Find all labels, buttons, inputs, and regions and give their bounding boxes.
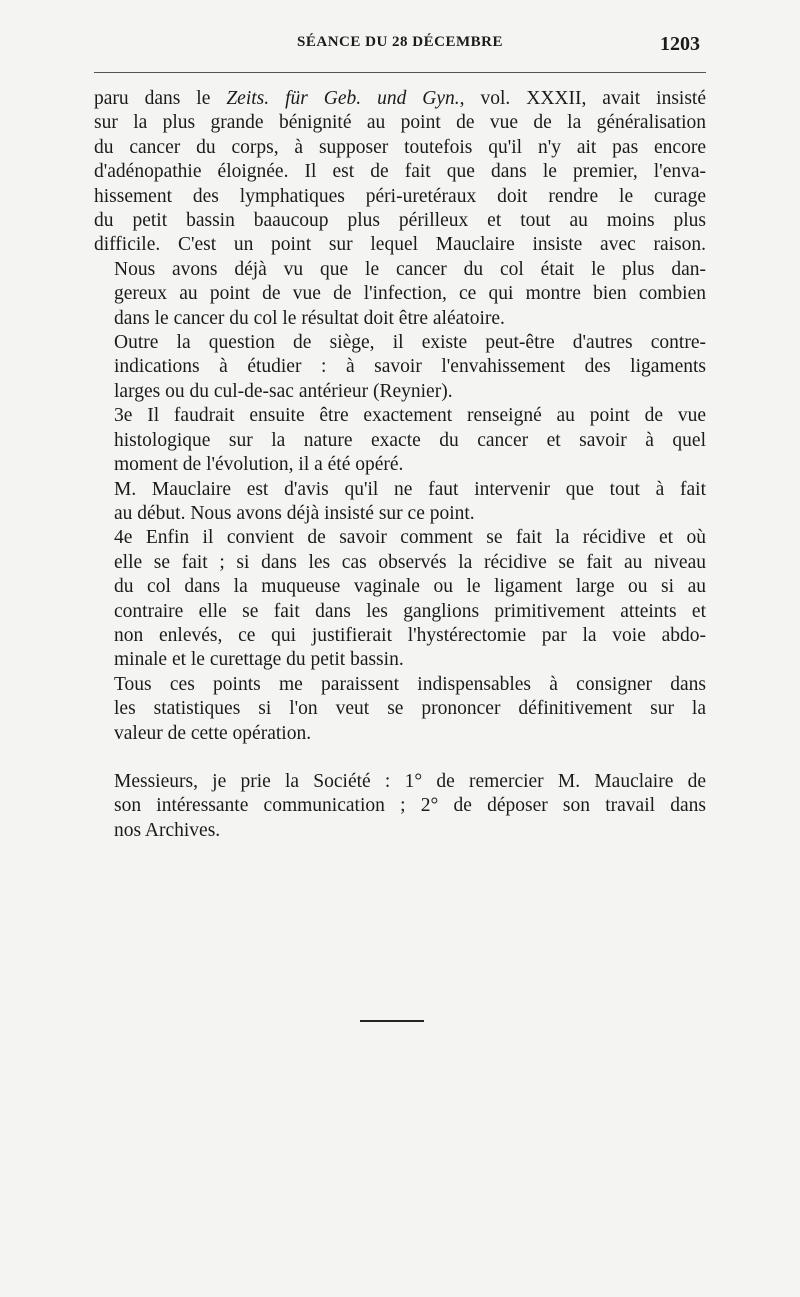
text-line: Messieurs, je prie la Société : 1° de remercier M. Mauclaire de — [114, 770, 706, 792]
text-line: Outre la question de siège, il existe peut-être d'autres contre- — [114, 332, 706, 354]
text-line: du petit bassin baaucoup plus périlleux et tout au moins plus — [94, 210, 706, 232]
text-line: non enlevés, ce qui justifierait l'hystérectomie par la voie abdo- — [114, 624, 706, 646]
paragraph-3 — [94, 331, 706, 404]
page-number: 1203 — [660, 33, 700, 55]
text-line: Tous ces points me paraissent indispensables à consigner dans — [114, 673, 706, 695]
text-line: son intéressante communication ; 2° de déposer son travail dans — [114, 795, 706, 817]
text-line: du col dans la muqueuse vaginale ou le ligament large ou si au — [114, 576, 706, 598]
text-line: moment de l'évolution, il a été opéré. — [114, 454, 404, 476]
text-line: gereux au point de vue de l'infection, ce qui montre bien combien — [114, 283, 706, 305]
text-line — [94, 87, 706, 111]
text-line: M. Mauclaire est d'avis qu'il ne faut intervenir que tout à fait — [114, 478, 706, 500]
paragraph-5 — [94, 478, 706, 527]
closing-rule — [360, 1020, 424, 1022]
text-line: nos Archives. — [114, 819, 221, 841]
body-text — [94, 87, 706, 843]
text-line: du cancer du corps, à supposer toutefois qu'il n'y ait pas encore — [94, 136, 706, 158]
paragraph-4 — [94, 404, 706, 477]
text-line: les statistiques si l'on veut se prononcer définitivement sur la — [114, 698, 706, 720]
paragraph-spacer — [94, 746, 706, 770]
text-run: , vol. XXXII, avait insisté — [459, 88, 706, 109]
text-line: d'adénopathie éloignée. Il est de fait que dans le premier, l'enva- — [94, 161, 706, 183]
text-run: paru dans le — [94, 88, 227, 109]
text-line: 3e Il faudrait ensuite être exactement renseigné au point de vue — [114, 405, 706, 427]
running-title: SÉANCE DU 28 DÉCEMBRE — [297, 34, 503, 50]
header-rule — [94, 72, 706, 73]
paragraph-1 — [94, 87, 706, 258]
running-head — [94, 34, 706, 60]
paragraph-2 — [94, 258, 706, 331]
text-line: valeur de cette opération. — [114, 722, 312, 744]
text-line: hissement des lymphatiques péri-uretéraux doit rendre le curage — [94, 185, 706, 207]
text-line: sur la plus grande bénignité au point de vue de la généralisation — [94, 112, 706, 134]
paragraph-7 — [94, 673, 706, 746]
text-line: 4e Enfin il convient de savoir comment se fait la récidive et où — [114, 527, 706, 549]
text-line: indications à étudier : à savoir l'envahissement des ligaments — [114, 356, 706, 378]
paragraph-6 — [94, 526, 706, 672]
text-line: difficile. C'est un point sur lequel Mauclaire insiste avec raison. — [94, 234, 706, 256]
paragraph-8 — [94, 770, 706, 843]
text-line: elle se fait ; si dans les cas observés la récidive se fait au niveau — [114, 551, 706, 573]
journal-title: Zeits. für Geb. und Gyn. — [226, 88, 460, 109]
text-line: Nous avons déjà vu que le cancer du col était le plus dan- — [114, 258, 706, 280]
text-line: histologique sur la nature exacte du cancer et savoir à quel — [114, 429, 706, 451]
text-line: larges ou du cul-de-sac antérieur (Reynier). — [114, 380, 453, 402]
text-line: dans le cancer du col le résultat doit être aléatoire. — [114, 307, 505, 329]
text-line: minale et le curettage du petit bassin. — [114, 649, 404, 671]
text-line: contraire elle se fait dans les ganglions primitivement atteints et — [114, 600, 706, 622]
text-line: au début. Nous avons déjà insisté sur ce point. — [114, 502, 475, 524]
